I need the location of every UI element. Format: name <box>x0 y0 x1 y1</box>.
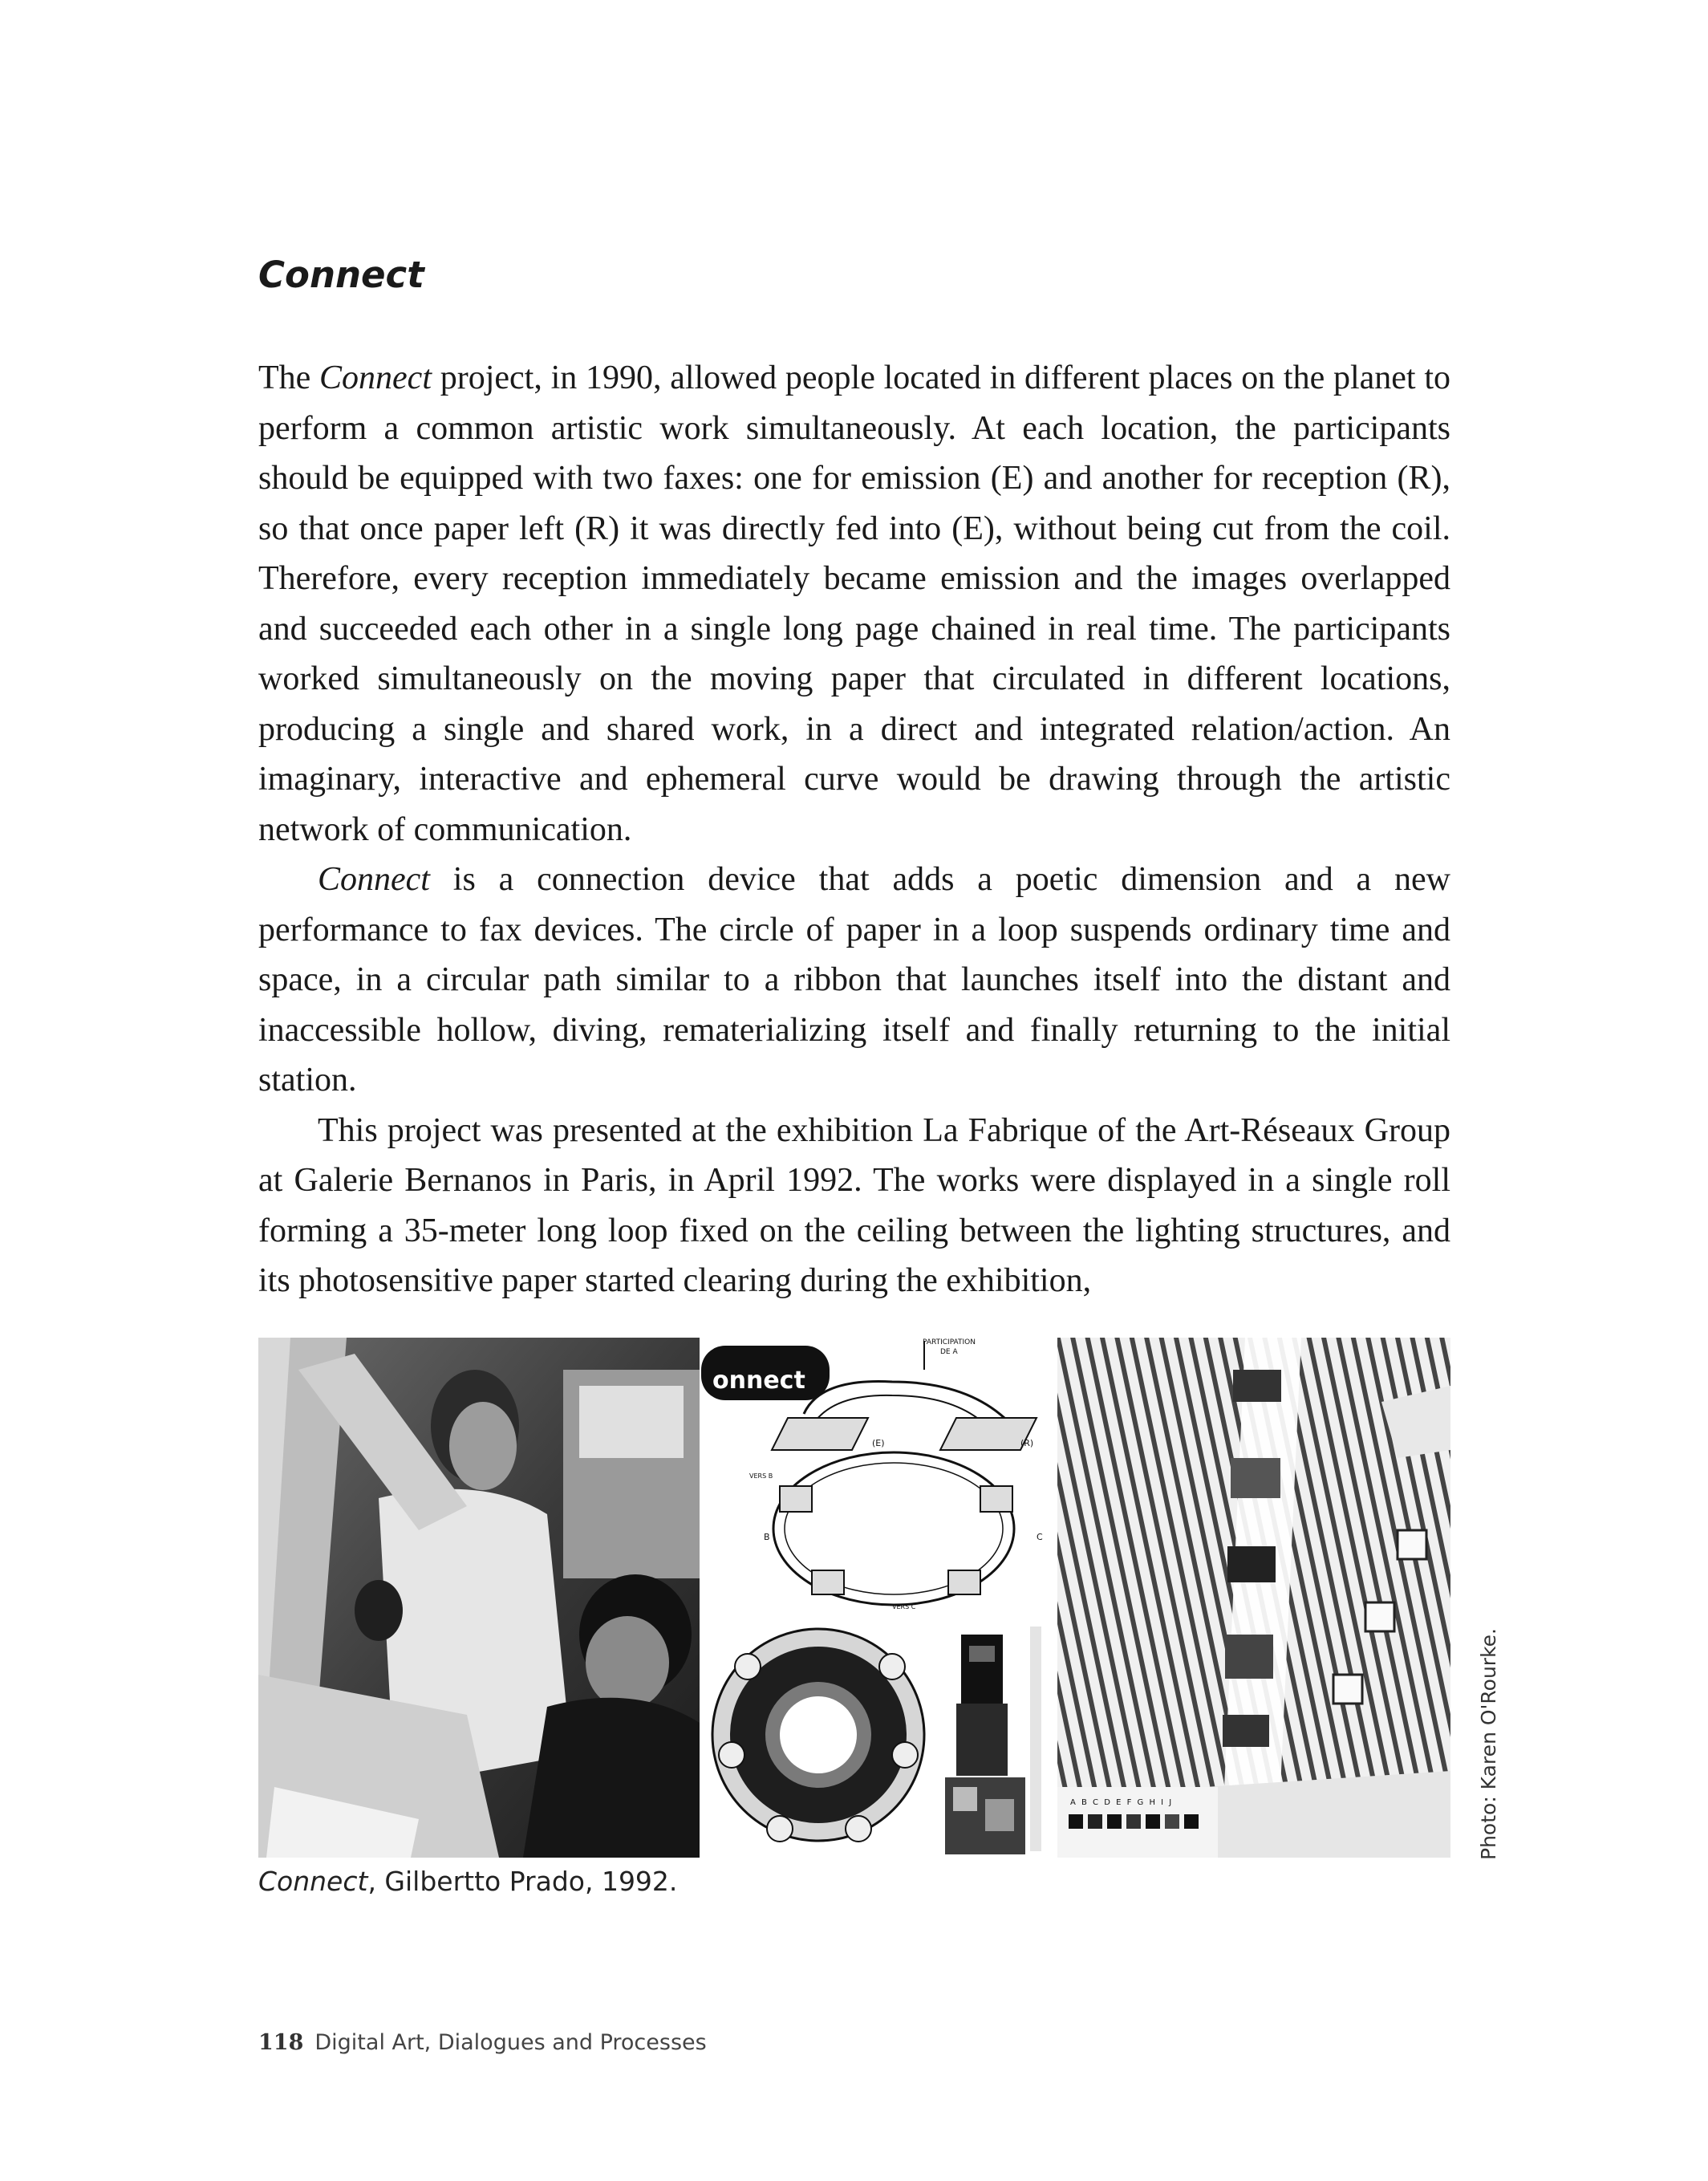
paragraph-2-italic: Connect <box>318 861 430 898</box>
caption-rest: , Gilbertto Prado, 1992. <box>367 1866 678 1897</box>
artwork-fax-prints <box>937 1612 1056 1858</box>
paragraph-1-rest: project, in 1990, allowed people located in different places on the planet to perform a common artistic work simultaneously. At each location, the participants should be equipped with two faxes: one for emission (E) and another for reception (R), so that once paper left (R) it was directly fed into (E), without being cut from the coil. Therefore, every reception immediately became emission and the images overlapped and succeeded each other in a single long page chained in real time. The participants worked simultaneously on the moving paper that circulated in different locations, producing a single and shared work, in a direct and integrated relation/action. An imaginary, interactive and ephemeral curve would be drawing through the artistic network of communication. <box>258 359 1450 848</box>
paragraph-3: This project was presented at the exhibition La Fabrique of the Art-Réseaux Group at Galerie Bernanos in Paris, in April 1992. The works were displayed in a single roll forming a 35-meter long loop fixed on the ceiling between the lighting structures, and its photosensitive paper started clearing during the exhibition, <box>258 1111 1450 1299</box>
paragraph-1-italic: Connect <box>319 359 432 396</box>
diagram-fax-loop <box>701 1338 1056 1610</box>
photo-ceiling-installation <box>1057 1338 1450 1858</box>
label-vers-c: VERS C <box>892 1603 916 1610</box>
photo-people-at-fax <box>258 1338 700 1858</box>
figure-connect <box>258 1338 1450 1858</box>
label-b: B <box>764 1532 770 1542</box>
paragraph-2-rest: is a connection device that adds a poetic dimension and a new performance to fax devices. The circle of paper in a loop suspends ordinary time and space, in a circular path similar to a ribbon that launches itself into the distant and inaccessible hollow, diving, rematerializing itself and finally returning to the initial station. <box>258 861 1450 1099</box>
paragraph-1-pre: The <box>258 359 320 396</box>
diagram-logo: onnect <box>712 1367 805 1395</box>
caption-italic: Connect <box>258 1866 368 1897</box>
label-c: C <box>1037 1532 1043 1542</box>
label-vers-b: VERS B <box>749 1472 773 1480</box>
book-title: Digital Art, Dialogues and Processes <box>314 2030 707 2055</box>
photo-credit: Photo: Karen O'Rourke. <box>1477 1628 1500 1860</box>
figure-caption <box>258 1866 677 1897</box>
label-de-a: DE A <box>940 1348 958 1356</box>
label-participation: PARTICIPATION <box>923 1338 976 1346</box>
label-r: (R) <box>1020 1438 1034 1448</box>
artwork-circle-of-hands <box>701 1612 935 1858</box>
label-e: (E) <box>872 1438 885 1448</box>
section-heading: Connect <box>258 254 424 296</box>
alphabet-strip: A B C D E F G H I J <box>1070 1798 1174 1807</box>
page-number: 118 <box>258 2030 304 2055</box>
page-footer <box>258 2030 707 2055</box>
paragraph-1 <box>258 353 1450 855</box>
paragraph-2 <box>258 855 1450 1106</box>
body-text <box>258 353 1450 1306</box>
